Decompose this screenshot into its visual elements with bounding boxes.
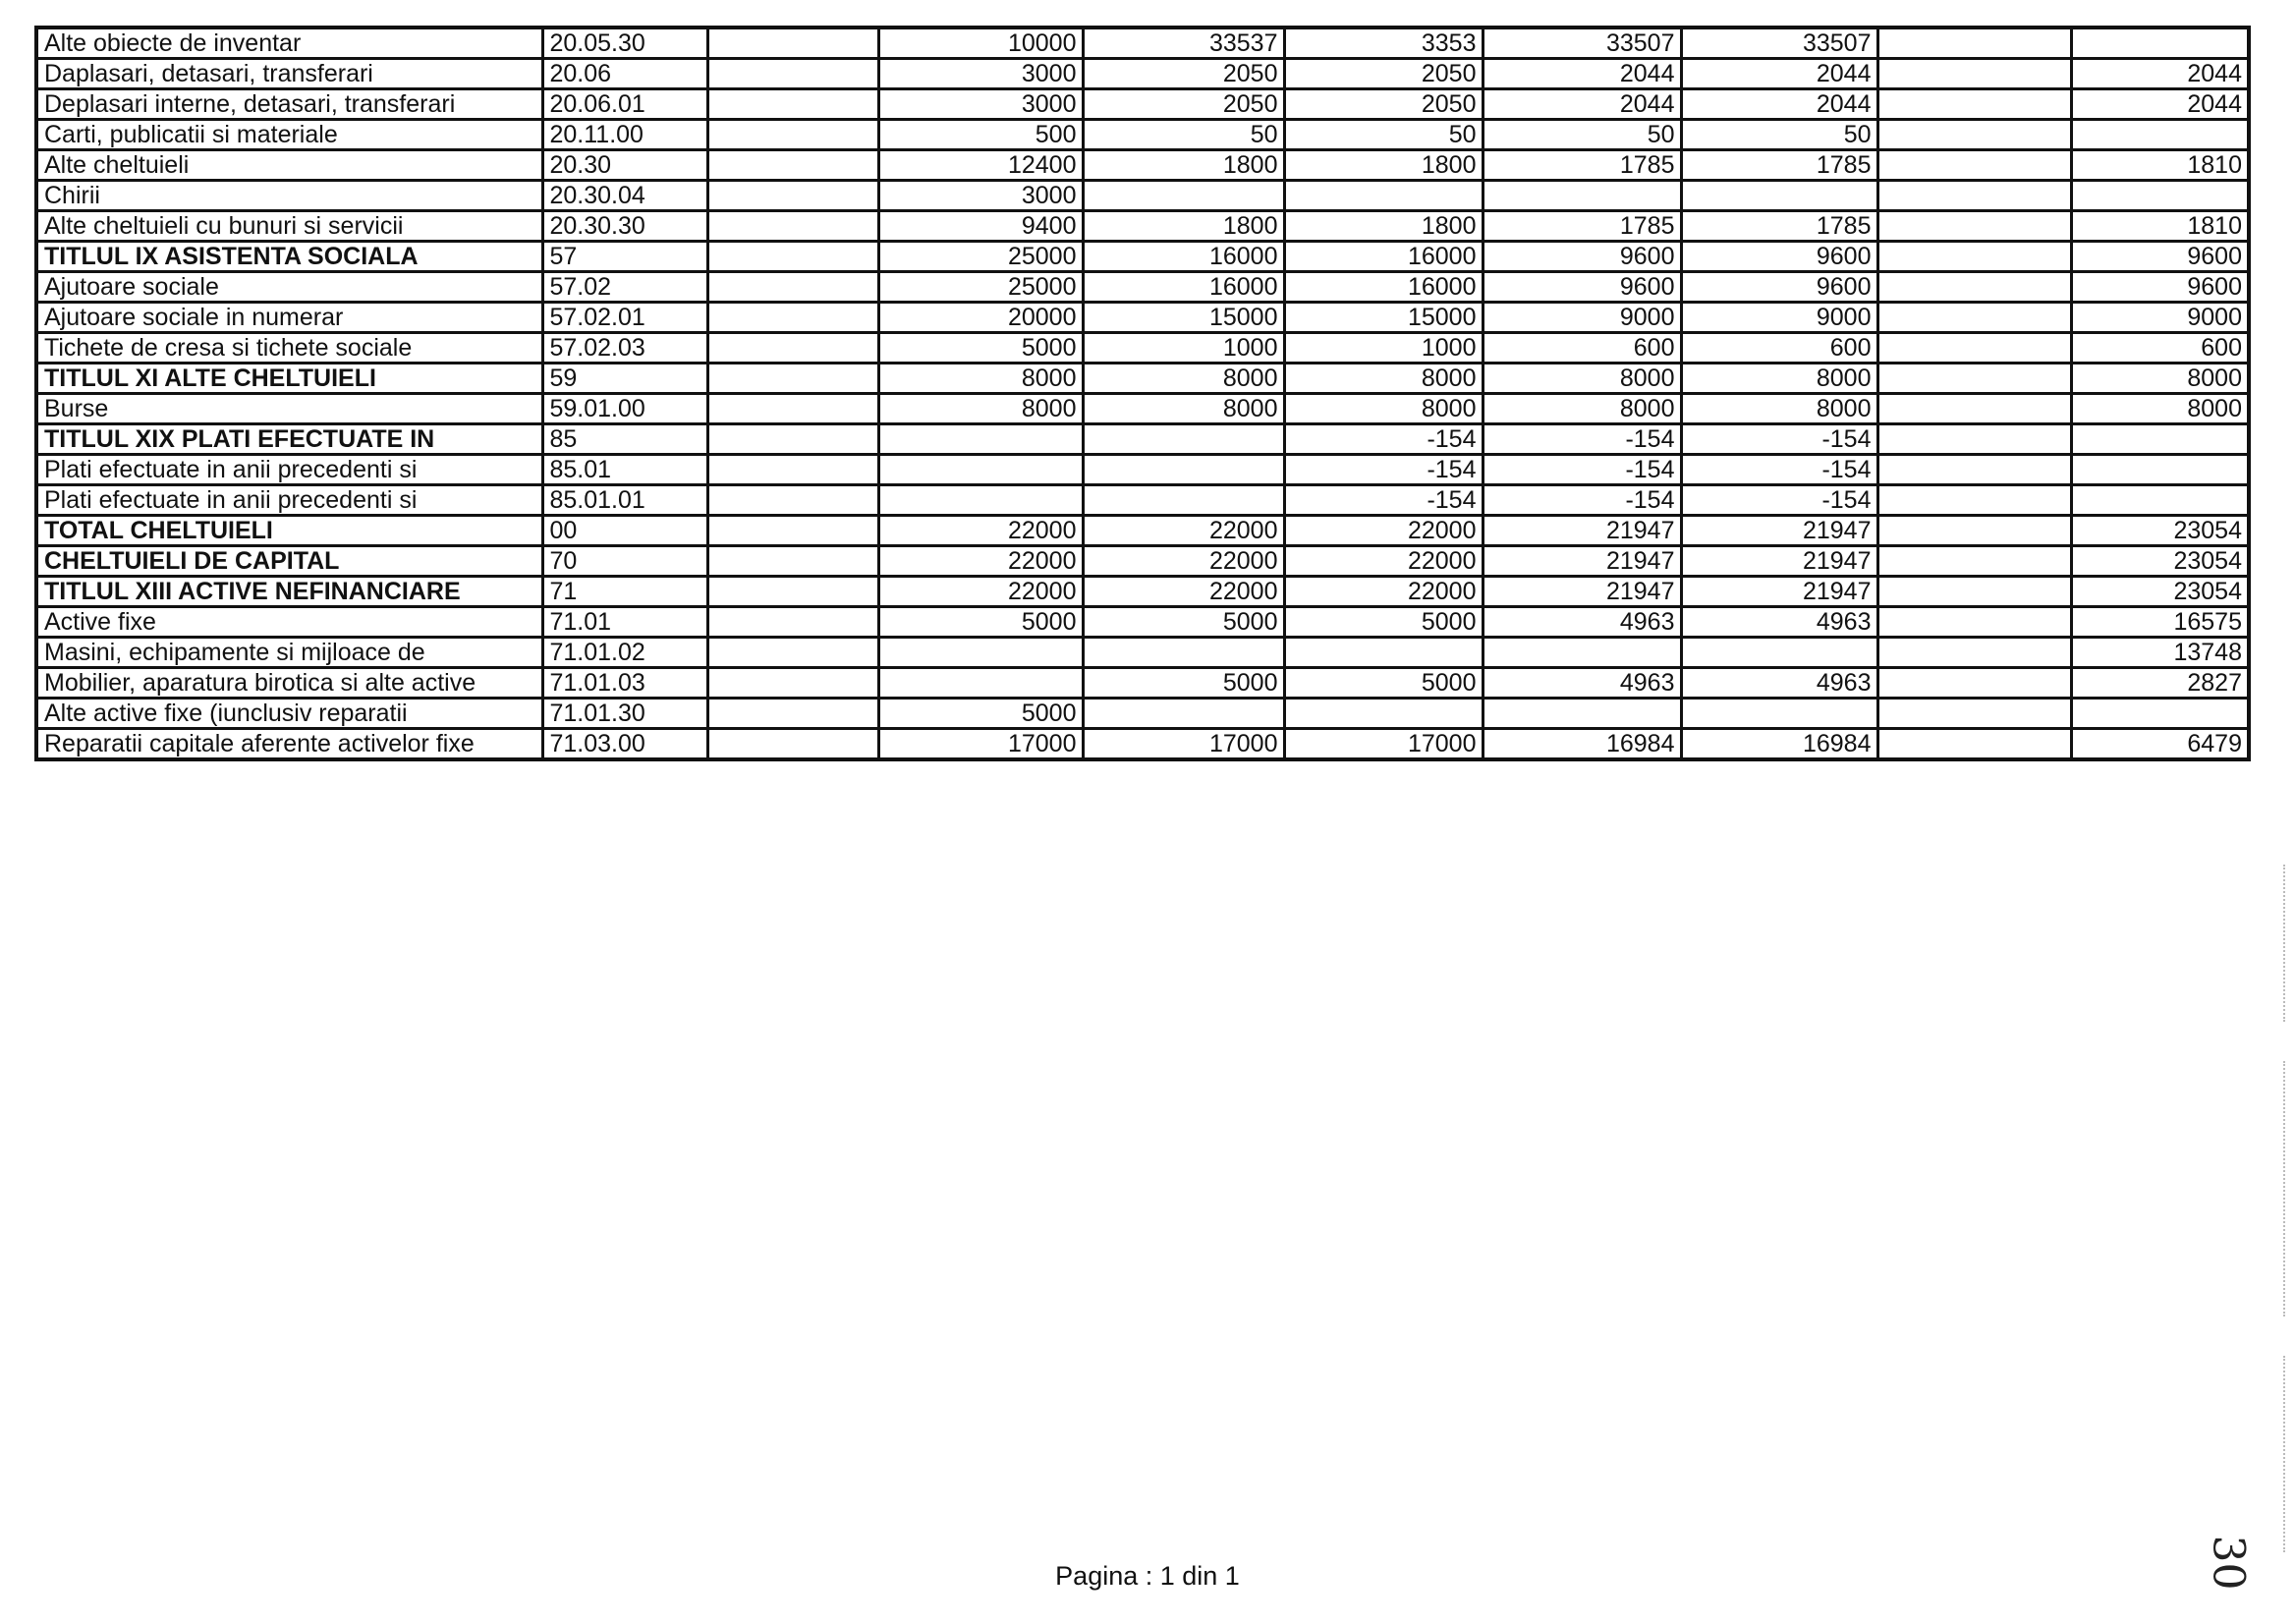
- scan-edge-mark: [2283, 1356, 2287, 1552]
- value-cell: [1877, 333, 2071, 364]
- value-cell: [707, 59, 878, 89]
- value-cell: 50: [1681, 120, 1877, 150]
- row-code-cell: 57.02.01: [542, 303, 707, 333]
- value-cell: 25000: [878, 272, 1083, 303]
- value-cell: [707, 607, 878, 638]
- value-cell: [1483, 181, 1681, 211]
- value-cell: 1800: [1083, 150, 1284, 181]
- value-cell: 10000: [878, 28, 1083, 59]
- value-cell: 3000: [878, 89, 1083, 120]
- table-row: [36, 729, 2249, 760]
- row-code-cell: 57.02: [542, 272, 707, 303]
- value-cell: 23054: [2071, 546, 2249, 577]
- value-cell: 2044: [1681, 89, 1877, 120]
- row-label-cell: Plati efectuate in anii precedenti si: [36, 455, 542, 485]
- value-cell: 21947: [1483, 546, 1681, 577]
- row-code-cell: 85: [542, 424, 707, 455]
- row-label-cell: Alte cheltuieli: [36, 150, 542, 181]
- value-cell: [1877, 59, 2071, 89]
- value-cell: [878, 455, 1083, 485]
- value-cell: 1785: [1483, 150, 1681, 181]
- value-cell: 25000: [878, 242, 1083, 272]
- table-row: [36, 546, 2249, 577]
- value-cell: 16000: [1083, 272, 1284, 303]
- value-cell: 22000: [878, 516, 1083, 546]
- value-cell: 8000: [1483, 364, 1681, 394]
- value-cell: 2044: [1681, 59, 1877, 89]
- value-cell: [1877, 516, 2071, 546]
- value-cell: [878, 668, 1083, 699]
- value-cell: 23054: [2071, 577, 2249, 607]
- value-cell: 16000: [1284, 242, 1483, 272]
- value-cell: 9600: [1681, 272, 1877, 303]
- value-cell: [1483, 699, 1681, 729]
- value-cell: [1877, 699, 2071, 729]
- value-cell: 22000: [1284, 516, 1483, 546]
- value-cell: -154: [1483, 485, 1681, 516]
- value-cell: 2044: [1483, 89, 1681, 120]
- value-cell: 33507: [1483, 28, 1681, 59]
- value-cell: 1800: [1284, 150, 1483, 181]
- row-code-cell: 20.06: [542, 59, 707, 89]
- value-cell: 21947: [1483, 577, 1681, 607]
- value-cell: [1083, 485, 1284, 516]
- row-label-cell: Reparatii capitale aferente activelor fixe: [36, 729, 542, 760]
- table-row: [36, 150, 2249, 181]
- value-cell: 20000: [878, 303, 1083, 333]
- value-cell: [1877, 455, 2071, 485]
- value-cell: 33507: [1681, 28, 1877, 59]
- value-cell: [707, 181, 878, 211]
- value-cell: 9600: [2071, 242, 2249, 272]
- value-cell: 1800: [1284, 211, 1483, 242]
- table-row: [36, 607, 2249, 638]
- table-row: [36, 89, 2249, 120]
- value-cell: 12400: [878, 150, 1083, 181]
- value-cell: 15000: [1083, 303, 1284, 333]
- table-row: [36, 59, 2249, 89]
- row-label-cell: Deplasari interne, detasari, transferari: [36, 89, 542, 120]
- value-cell: 2827: [2071, 668, 2249, 699]
- value-cell: [1083, 638, 1284, 668]
- value-cell: 22000: [878, 546, 1083, 577]
- value-cell: 5000: [1083, 668, 1284, 699]
- row-label-cell: Alte cheltuieli cu bunuri si servicii: [36, 211, 542, 242]
- value-cell: [707, 699, 878, 729]
- value-cell: [2071, 28, 2249, 59]
- value-cell: [707, 211, 878, 242]
- value-cell: [707, 638, 878, 668]
- table-row: [36, 364, 2249, 394]
- table-row: [36, 424, 2249, 455]
- value-cell: 6479: [2071, 729, 2249, 760]
- value-cell: 17000: [1284, 729, 1483, 760]
- value-cell: [1877, 181, 2071, 211]
- value-cell: 500: [878, 120, 1083, 150]
- row-label-cell: Alte active fixe (iunclusiv reparatii: [36, 699, 542, 729]
- value-cell: 1000: [1284, 333, 1483, 364]
- row-code-cell: 20.30.30: [542, 211, 707, 242]
- value-cell: -154: [1284, 455, 1483, 485]
- value-cell: [707, 272, 878, 303]
- row-label-cell: Carti, publicatii si materiale: [36, 120, 542, 150]
- row-label-cell: Alte obiecte de inventar: [36, 28, 542, 59]
- value-cell: 2050: [1284, 59, 1483, 89]
- row-label-cell: Mobilier, aparatura birotica si alte active: [36, 668, 542, 699]
- value-cell: 600: [1681, 333, 1877, 364]
- value-cell: 22000: [1083, 546, 1284, 577]
- row-code-cell: 71.01.30: [542, 699, 707, 729]
- value-cell: 21947: [1681, 577, 1877, 607]
- row-code-cell: 85.01.01: [542, 485, 707, 516]
- value-cell: 8000: [1483, 394, 1681, 424]
- value-cell: [1681, 638, 1877, 668]
- value-cell: 5000: [878, 607, 1083, 638]
- value-cell: 600: [2071, 333, 2249, 364]
- value-cell: 22000: [878, 577, 1083, 607]
- value-cell: [1877, 638, 2071, 668]
- value-cell: 9000: [2071, 303, 2249, 333]
- scan-edge-mark: [2283, 1061, 2287, 1316]
- value-cell: [707, 668, 878, 699]
- row-label-cell: Daplasari, detasari, transferari: [36, 59, 542, 89]
- value-cell: [1877, 272, 2071, 303]
- value-cell: 3000: [878, 181, 1083, 211]
- value-cell: 16984: [1483, 729, 1681, 760]
- value-cell: 1810: [2071, 211, 2249, 242]
- budget-table: [34, 26, 2251, 761]
- value-cell: -154: [1284, 424, 1483, 455]
- table-row: [36, 333, 2249, 364]
- value-cell: 2050: [1083, 89, 1284, 120]
- table-row: [36, 638, 2249, 668]
- value-cell: [878, 638, 1083, 668]
- value-cell: [1877, 28, 2071, 59]
- value-cell: [1284, 638, 1483, 668]
- value-cell: [1083, 699, 1284, 729]
- value-cell: [1483, 638, 1681, 668]
- table-row: [36, 272, 2249, 303]
- value-cell: 5000: [878, 699, 1083, 729]
- value-cell: 2050: [1083, 59, 1284, 89]
- value-cell: 21947: [1681, 546, 1877, 577]
- value-cell: 22000: [1284, 546, 1483, 577]
- table-row: [36, 485, 2249, 516]
- value-cell: 5000: [1083, 607, 1284, 638]
- value-cell: [707, 333, 878, 364]
- table-row: [36, 181, 2249, 211]
- row-code-cell: 71.01: [542, 607, 707, 638]
- value-cell: [1877, 394, 2071, 424]
- row-code-cell: 57.02.03: [542, 333, 707, 364]
- value-cell: [2071, 424, 2249, 455]
- value-cell: [1877, 546, 2071, 577]
- value-cell: [1877, 607, 2071, 638]
- row-label-cell: TITLUL XI ALTE CHELTUIELI: [36, 364, 542, 394]
- value-cell: [707, 394, 878, 424]
- row-code-cell: 20.30.04: [542, 181, 707, 211]
- value-cell: 22000: [1083, 516, 1284, 546]
- table-row: [36, 211, 2249, 242]
- value-cell: [1681, 181, 1877, 211]
- value-cell: [878, 424, 1083, 455]
- row-label-cell: TITLUL XIX PLATI EFECTUATE IN: [36, 424, 542, 455]
- row-code-cell: 20.11.00: [542, 120, 707, 150]
- value-cell: 2044: [2071, 89, 2249, 120]
- value-cell: [1284, 181, 1483, 211]
- value-cell: 3353: [1284, 28, 1483, 59]
- row-code-cell: 71.03.00: [542, 729, 707, 760]
- value-cell: 8000: [1284, 364, 1483, 394]
- row-code-cell: 00: [542, 516, 707, 546]
- value-cell: 17000: [1083, 729, 1284, 760]
- table-row: [36, 668, 2249, 699]
- value-cell: [1877, 485, 2071, 516]
- table-row: [36, 699, 2249, 729]
- value-cell: [878, 485, 1083, 516]
- value-cell: 9600: [2071, 272, 2249, 303]
- value-cell: -154: [1483, 455, 1681, 485]
- value-cell: 600: [1483, 333, 1681, 364]
- value-cell: [1877, 211, 2071, 242]
- row-code-cell: 71.01.03: [542, 668, 707, 699]
- value-cell: 4963: [1681, 607, 1877, 638]
- value-cell: 1800: [1083, 211, 1284, 242]
- value-cell: -154: [1681, 455, 1877, 485]
- value-cell: 2050: [1284, 89, 1483, 120]
- value-cell: [1877, 150, 2071, 181]
- row-code-cell: 20.30: [542, 150, 707, 181]
- value-cell: 16000: [1284, 272, 1483, 303]
- value-cell: [2071, 485, 2249, 516]
- value-cell: [1877, 424, 2071, 455]
- value-cell: [707, 424, 878, 455]
- handwritten-page-number: 30: [2203, 1535, 2254, 1591]
- table-row: [36, 455, 2249, 485]
- row-code-cell: 20.06.01: [542, 89, 707, 120]
- value-cell: [1284, 699, 1483, 729]
- row-label-cell: CHELTUIELI DE CAPITAL: [36, 546, 542, 577]
- row-label-cell: TITLUL XIII ACTIVE NEFINANCIARE: [36, 577, 542, 607]
- row-code-cell: 20.05.30: [542, 28, 707, 59]
- value-cell: 2044: [1483, 59, 1681, 89]
- row-code-cell: 71: [542, 577, 707, 607]
- value-cell: 4963: [1483, 607, 1681, 638]
- value-cell: 9000: [1681, 303, 1877, 333]
- table-row: [36, 242, 2249, 272]
- value-cell: 4963: [1681, 668, 1877, 699]
- scan-edge-mark: [2283, 865, 2287, 1022]
- row-code-cell: 85.01: [542, 455, 707, 485]
- value-cell: 13748: [2071, 638, 2249, 668]
- value-cell: 8000: [1083, 364, 1284, 394]
- value-cell: [707, 455, 878, 485]
- value-cell: 16575: [2071, 607, 2249, 638]
- value-cell: 16984: [1681, 729, 1877, 760]
- value-cell: 17000: [878, 729, 1083, 760]
- value-cell: 22000: [1284, 577, 1483, 607]
- value-cell: 2044: [2071, 59, 2249, 89]
- value-cell: 22000: [1083, 577, 1284, 607]
- value-cell: 8000: [1083, 394, 1284, 424]
- value-cell: 8000: [878, 364, 1083, 394]
- value-cell: [707, 89, 878, 120]
- value-cell: 9600: [1483, 272, 1681, 303]
- value-cell: [707, 729, 878, 760]
- value-cell: 3000: [878, 59, 1083, 89]
- table-row: [36, 577, 2249, 607]
- value-cell: 15000: [1284, 303, 1483, 333]
- value-cell: 1810: [2071, 150, 2249, 181]
- value-cell: [707, 120, 878, 150]
- value-cell: [2071, 181, 2249, 211]
- value-cell: 8000: [2071, 364, 2249, 394]
- value-cell: [707, 485, 878, 516]
- row-label-cell: Plati efectuate in anii precedenti si: [36, 485, 542, 516]
- table-row: [36, 28, 2249, 59]
- value-cell: [1877, 303, 2071, 333]
- row-label-cell: Masini, echipamente si mijloace de: [36, 638, 542, 668]
- row-label-cell: Active fixe: [36, 607, 542, 638]
- value-cell: 5000: [878, 333, 1083, 364]
- table-row: [36, 120, 2249, 150]
- value-cell: [2071, 455, 2249, 485]
- value-cell: [707, 546, 878, 577]
- row-label-cell: Ajutoare sociale: [36, 272, 542, 303]
- row-label-cell: Burse: [36, 394, 542, 424]
- value-cell: [2071, 120, 2249, 150]
- value-cell: [1877, 364, 2071, 394]
- row-label-cell: TITLUL IX ASISTENTA SOCIALA: [36, 242, 542, 272]
- value-cell: 5000: [1284, 668, 1483, 699]
- value-cell: [2071, 699, 2249, 729]
- table-body: [36, 28, 2249, 759]
- value-cell: 21947: [1681, 516, 1877, 546]
- value-cell: [1877, 577, 2071, 607]
- value-cell: [1681, 699, 1877, 729]
- value-cell: -154: [1284, 485, 1483, 516]
- value-cell: 1785: [1483, 211, 1681, 242]
- value-cell: -154: [1483, 424, 1681, 455]
- row-label-cell: TOTAL CHELTUIELI: [36, 516, 542, 546]
- value-cell: 50: [1284, 120, 1483, 150]
- value-cell: [1877, 668, 2071, 699]
- row-label-cell: Tichete de cresa si tichete sociale: [36, 333, 542, 364]
- value-cell: 9400: [878, 211, 1083, 242]
- value-cell: 23054: [2071, 516, 2249, 546]
- value-cell: [1083, 424, 1284, 455]
- value-cell: 8000: [1681, 364, 1877, 394]
- value-cell: 33537: [1083, 28, 1284, 59]
- value-cell: [1083, 455, 1284, 485]
- value-cell: [1877, 242, 2071, 272]
- row-code-cell: 59: [542, 364, 707, 394]
- value-cell: [707, 28, 878, 59]
- value-cell: 21947: [1483, 516, 1681, 546]
- row-code-cell: 57: [542, 242, 707, 272]
- value-cell: 1785: [1681, 150, 1877, 181]
- value-cell: [1083, 181, 1284, 211]
- value-cell: 8000: [878, 394, 1083, 424]
- value-cell: [707, 516, 878, 546]
- value-cell: [1877, 729, 2071, 760]
- value-cell: 5000: [1284, 607, 1483, 638]
- value-cell: [707, 242, 878, 272]
- row-code-cell: 71.01.02: [542, 638, 707, 668]
- value-cell: 9600: [1483, 242, 1681, 272]
- row-label-cell: Ajutoare sociale in numerar: [36, 303, 542, 333]
- value-cell: 50: [1483, 120, 1681, 150]
- row-code-cell: 70: [542, 546, 707, 577]
- value-cell: 9000: [1483, 303, 1681, 333]
- table-row: [36, 394, 2249, 424]
- value-cell: [1877, 120, 2071, 150]
- table-row: [36, 303, 2249, 333]
- row-label-cell: Chirii: [36, 181, 542, 211]
- value-cell: [707, 364, 878, 394]
- value-cell: -154: [1681, 424, 1877, 455]
- page-footer: Pagina : 1 din 1: [1055, 1561, 1240, 1591]
- value-cell: 1000: [1083, 333, 1284, 364]
- row-code-cell: 59.01.00: [542, 394, 707, 424]
- value-cell: 8000: [1681, 394, 1877, 424]
- value-cell: 8000: [1284, 394, 1483, 424]
- value-cell: 4963: [1483, 668, 1681, 699]
- value-cell: 8000: [2071, 394, 2249, 424]
- value-cell: 1785: [1681, 211, 1877, 242]
- value-cell: [707, 577, 878, 607]
- value-cell: [707, 303, 878, 333]
- table-row: [36, 516, 2249, 546]
- value-cell: [1877, 89, 2071, 120]
- value-cell: 50: [1083, 120, 1284, 150]
- value-cell: 16000: [1083, 242, 1284, 272]
- value-cell: -154: [1681, 485, 1877, 516]
- value-cell: [707, 150, 878, 181]
- value-cell: 9600: [1681, 242, 1877, 272]
